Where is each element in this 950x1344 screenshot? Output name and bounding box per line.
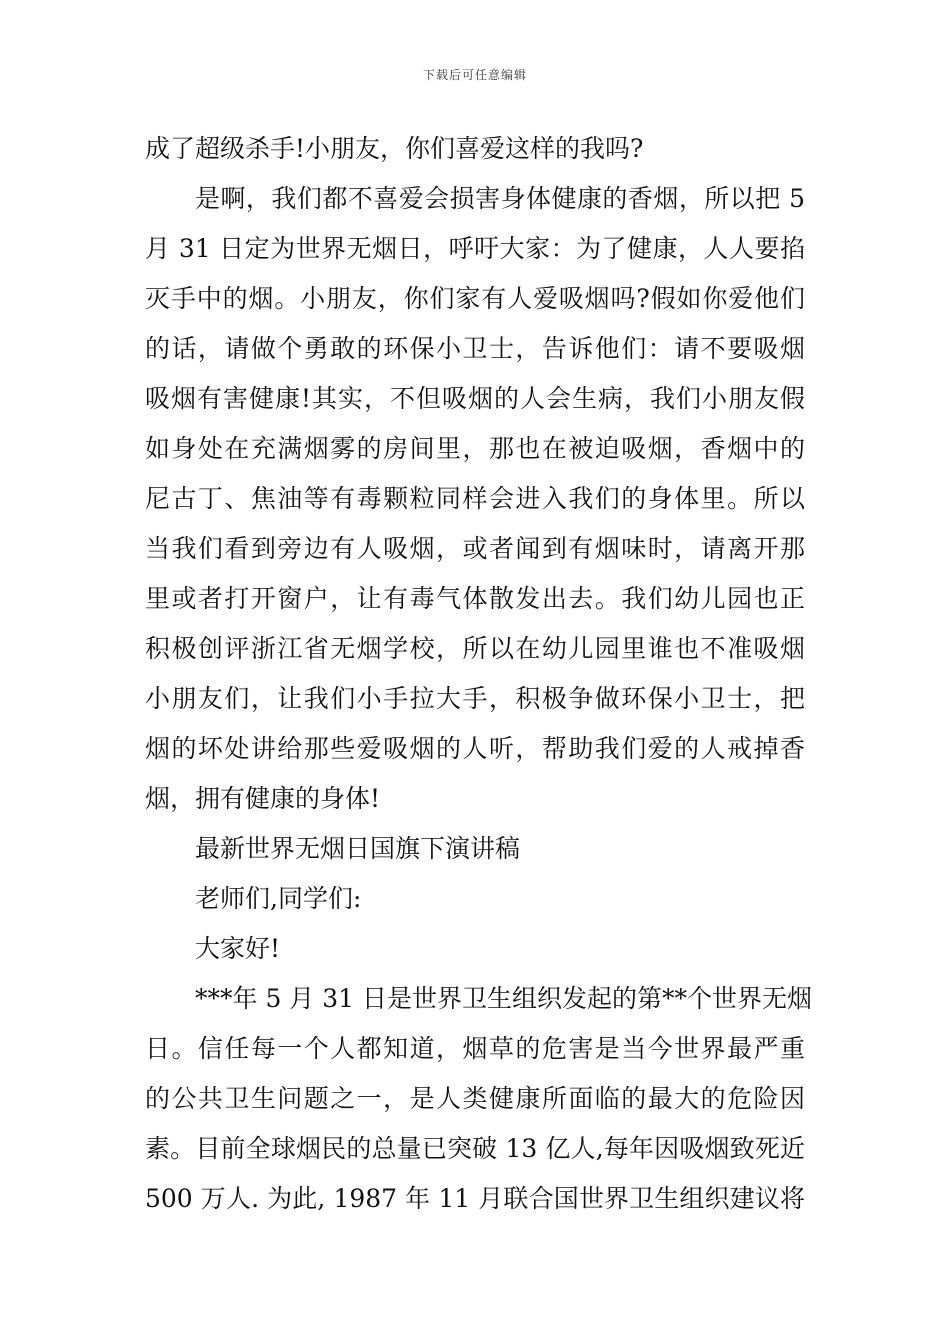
- text-line: 尼古丁、焦油等有毒颗粒同样会进入我们的身体里。所以: [145, 484, 805, 513]
- text-line: 月 31 日定为世界无烟日，呼吁大家：为了健康，人人要掐: [145, 234, 805, 263]
- text-line: 积极创评浙江省无烟学校，所以在幼儿园里谁也不准吸烟: [145, 634, 805, 663]
- speech-title: 最新世界无烟日国旗下演讲稿: [195, 834, 521, 863]
- text-line: 日。信任每一个人都知道，烟草的危害是当今世界最严重: [145, 1034, 805, 1063]
- text-line: 当我们看到旁边有人吸烟，或者闻到有烟味时，请离开那: [145, 534, 805, 563]
- text-line: ***年 5 月 31 日是世界卫生组织发起的第**个世界无烟: [195, 984, 813, 1013]
- text-line: 500 万人. 为此, 1987 年 11 月联合国世界卫生组织建议将: [145, 1184, 805, 1213]
- salutation: 老师们,同学们:: [195, 884, 362, 913]
- text-line: 小朋友们，让我们小手拉大手，积极争做环保小卫士，把: [145, 684, 805, 713]
- text-line: 烟的坏处讲给那些爱吸烟的人听，帮助我们爱的人戒掉香: [145, 734, 805, 763]
- text-line: 灭手中的烟。小朋友，你们家有人爱吸烟吗?假如你爱他们: [145, 284, 805, 313]
- text-line: 里或者打开窗户，让有毒气体散发出去。我们幼儿园也正: [145, 584, 805, 613]
- header-note: 下载后可任意编辑: [422, 68, 527, 82]
- text-line: 吸烟有害健康!其实，不但吸烟的人会生病，我们小朋友假: [145, 384, 805, 413]
- text-line: 成了超级杀手!小朋友，你们喜爱这样的我吗?: [145, 134, 644, 163]
- text-line: 的公共卫生问题之一，是人类健康所面临的最大的危险因: [145, 1084, 805, 1113]
- text-line: 如身处在充满烟雾的房间里，那也在被迫吸烟，香烟中的: [145, 434, 805, 463]
- text-line: 的话，请做个勇敢的环保小卫士，告诉他们：请不要吸烟: [145, 334, 805, 363]
- text-line: 是啊，我们都不喜爱会损害身体健康的香烟，所以把 5: [195, 184, 805, 213]
- text-line: 素。目前全球烟民的总量已突破 13 亿人,每年因吸烟致死近: [145, 1134, 805, 1163]
- greeting: 大家好!: [195, 934, 281, 963]
- text-line: 烟，拥有健康的身体!: [145, 784, 381, 813]
